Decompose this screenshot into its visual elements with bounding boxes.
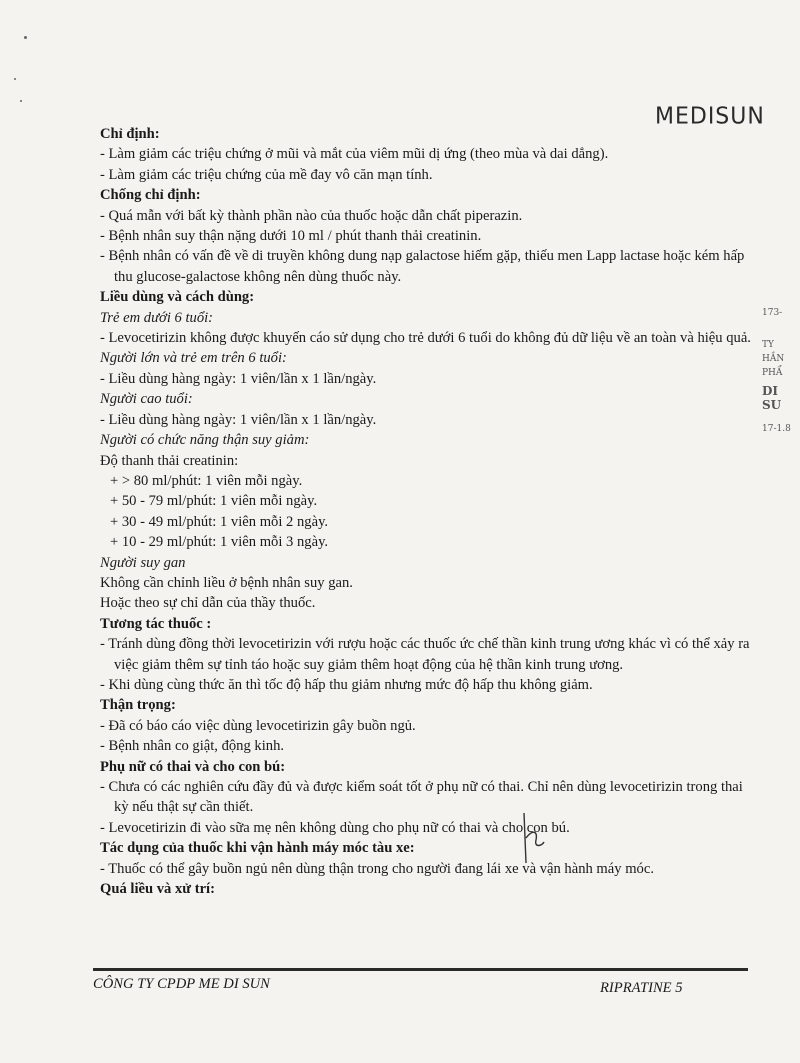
- text-line: - Làm giảm các triệu chứng của mề đay vô căn mạn tính.: [100, 166, 433, 183]
- text-line: Hoặc theo sự chỉ dẫn của thầy thuốc.: [100, 595, 316, 612]
- section-heading: Quá liều và xử trí:: [100, 881, 215, 898]
- text-line: - Bệnh nhân co giật, động kinh.: [100, 738, 285, 755]
- text-line: - Khi dùng cùng thức ăn thì tốc độ hấp thu giảm nhưng mức độ hấp thu không giảm.: [100, 676, 593, 693]
- text-line: Độ thanh thải creatinin:: [100, 452, 239, 469]
- text-line: + 10 - 29 ml/phút: 1 viên mỗi 3 ngày.: [110, 534, 329, 551]
- document-body: [100, 124, 760, 899]
- scan-speck: [14, 78, 16, 80]
- subheading: Người suy gan: [100, 554, 186, 571]
- stamp-fragment: DI SU: [762, 384, 782, 412]
- scan-speck: [20, 100, 22, 102]
- footer-company: CÔNG TY CPDP ME DI SUN: [93, 976, 270, 992]
- footer-divider: [93, 968, 748, 971]
- stamp-fragment: HẦN: [762, 354, 785, 364]
- section-heading: Chống chỉ định:: [100, 187, 201, 204]
- text-line: Không cần chỉnh liều ở bệnh nhân suy gan.: [100, 574, 353, 591]
- text-line: - Thuốc có thể gây buồn ngủ nên dùng thận trong cho người đang lái xe và vận hành máy móc.: [100, 860, 654, 877]
- text-line: + > 80 ml/phút: 1 viên mỗi ngày.: [110, 472, 303, 489]
- text-line: - Liều dùng hàng ngày: 1 viên/lần x 1 lần/ngày.: [100, 370, 377, 387]
- text-line: - Chưa có các nghiên cứu đầy đủ và được kiểm soát tốt ở phụ nữ có thai. Chỉ nên dùng levocetirizin trong thai kỳ nếu thật sự cần thiết.: [100, 779, 743, 816]
- stamp-fragment: TY: [762, 340, 774, 350]
- section-heading: Thận trọng:: [100, 697, 176, 714]
- text-line: - Đã có báo cáo việc dùng levocetirizin gây buồn ngủ.: [100, 717, 416, 734]
- stamp-fragment: 173-: [762, 308, 783, 318]
- text-line: - Làm giảm các triệu chứng ở mũi và mắt của viêm mũi dị ứng (theo mùa và dai dẳng).: [100, 146, 609, 163]
- section-heading: Tương tác thuốc :: [100, 615, 212, 632]
- subheading: Người có chức năng thận suy giảm:: [100, 432, 310, 449]
- stamp-fragment: 17-1.8: [762, 424, 791, 434]
- section-heading: Liều dùng và cách dùng:: [100, 289, 255, 306]
- section-heading: Chỉ định:: [100, 126, 160, 142]
- text-line: - Tránh dùng đồng thời levocetirizin với rượu hoặc các thuốc ức chế thần kinh trung ương khác vì có thể xảy ra việc giảm thêm sự tỉnh táo hoặc suy giảm thêm hoạt động của hệ thần kinh trung ương.: [100, 636, 750, 673]
- text-line: - Quá mẫn với bất kỳ thành phần nào của thuốc hoặc dẫn chất piperazin.: [100, 207, 523, 224]
- text-line: - Bệnh nhân suy thận nặng dưới 10 ml / phút thanh thải creatinin.: [100, 228, 482, 245]
- stamp-fragment: PHẨ: [762, 368, 783, 378]
- text-line: + 50 - 79 ml/phút: 1 viên mỗi ngày.: [110, 493, 318, 510]
- text-line: + 30 - 49 ml/phút: 1 viên mỗi 2 ngày.: [110, 513, 329, 530]
- signature-mark: [512, 808, 552, 873]
- text-line: - Bệnh nhân có vấn đề về di truyền không dung nạp galactose hiếm gặp, thiếu men Lapp lactase hoặc kém hấp thu glucose-galactose không nên dùng thuốc này.: [100, 248, 745, 285]
- section-heading: Phụ nữ có thai và cho con bú:: [100, 758, 286, 775]
- scan-speck: [24, 36, 27, 39]
- medisun-logo: MEDISUN: [655, 103, 765, 130]
- text-line: - Levocetirizin không được khuyến cáo sử dụng cho trẻ dưới 6 tuổi do không đủ dữ liệu về an toàn và hiệu quả.: [100, 330, 751, 347]
- subheading: Người lớn và trẻ em trên 6 tuổi:: [100, 350, 287, 367]
- text-line: - Levocetirizin đi vào sữa mẹ nên không dùng cho phụ nữ có thai và cho con bú.: [100, 819, 570, 836]
- footer-product: RIPRATINE 5: [600, 980, 683, 996]
- section-heading: Tác dụng của thuốc khi vận hành máy móc tàu xe:: [100, 840, 415, 857]
- subheading: Người cao tuổi:: [100, 391, 193, 408]
- text-line: - Liều dùng hàng ngày: 1 viên/lần x 1 lần/ngày.: [100, 411, 377, 428]
- subheading: Trẻ em dưới 6 tuổi:: [100, 309, 214, 326]
